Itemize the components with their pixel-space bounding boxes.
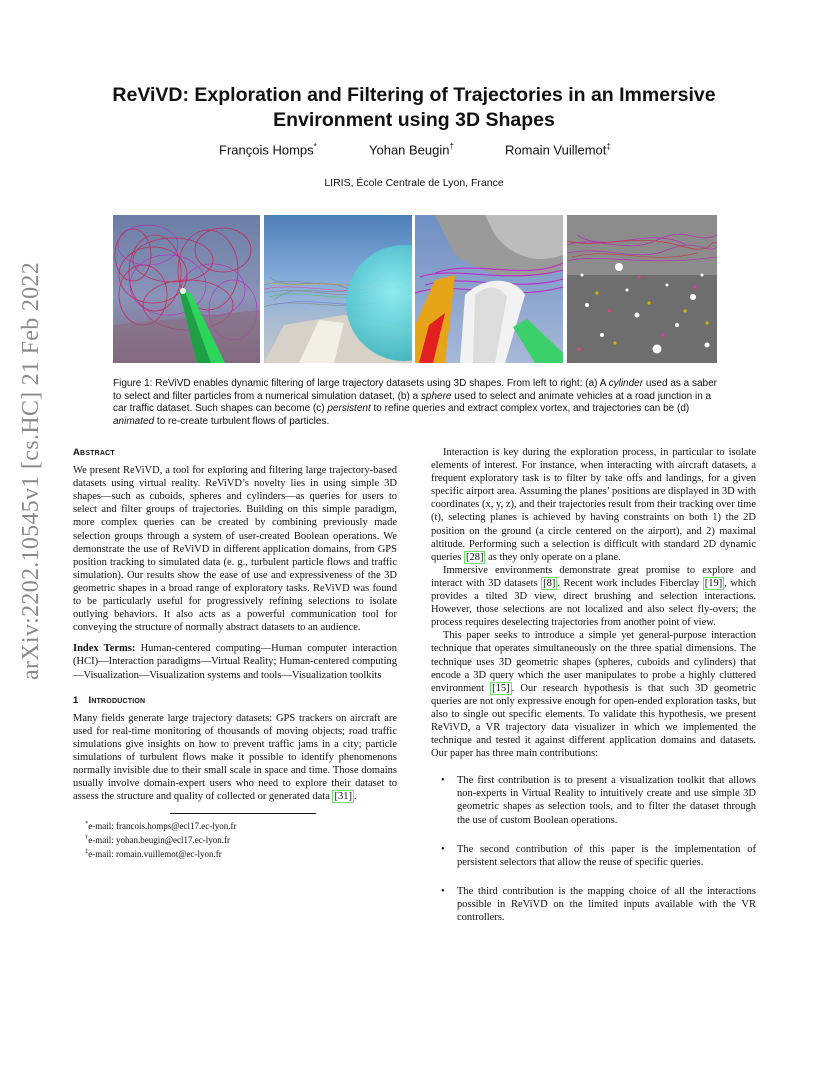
footnote-mark: *	[85, 820, 89, 828]
footnote-email: e-mail: romain.vuillemot@ec-lyon.fr	[88, 849, 222, 860]
author-footnote-mark: ‡	[606, 142, 611, 151]
caption-text: Figure 1: ReViVD enables dynamic filtering of large trajectory datasets using 3D shapes. From left to right: (a) A	[113, 378, 609, 389]
bullet-icon: •	[441, 885, 445, 897]
citation-link[interactable]: [8]	[543, 577, 556, 589]
list-item-text: The second contribution of this paper is the implementation of persistent selectors that allow the reuse of specific queries.	[457, 843, 756, 868]
abstract-heading-text: Abstract	[73, 447, 115, 458]
author-name: François Homps	[219, 142, 314, 158]
figure-caption	[113, 378, 717, 428]
list-item-text: The third contribution is the mapping choice of all the interactions possible in ReViVD on the limited inputs available with the VR controllers.	[457, 885, 756, 923]
author-homps	[219, 142, 317, 157]
paragraph-text: , which provides a tilted 3D view, direct brushing and selection interactions. However, those selections are not localized and also select fly-overs; the process requires deselecting trajectories from another point of view.	[431, 577, 757, 629]
abstract-text: We present ReViVD, a tool for exploring and filtering large trajectory-based datasets using virtual reality. ReViVD’s novelty lies in using simple 3D shapes—such as cuboids, spheres and cylinders—as queries for users to select and filter groups of trajectories. Building on this simple paradigm, more complex queries can be created by combining previously made selection groups through a system of user-created Boolean operations. We demonstrate the use of ReViVD in different application domains, from GPS position tracking to simulated data (e. g., turbulent particle flows and traffic simulation). Our results show the ease of use and expressiveness of the 3D geometric shapes in a broad range of exploratory tasks. ReViVD was found to be particularly useful for progressively refining selections to isolate outlying behaviors. It also acts as a powerful communication tool for conveying the structure of normally abstract datasets to an audience.	[73, 465, 397, 634]
footnote-email: e-mail: francois.homps@ecl17.ec-lyon.fr	[88, 821, 237, 832]
citation-link[interactable]: [19]	[704, 577, 723, 589]
author-name: Romain Vuillemot	[505, 142, 607, 158]
paragraph-text: Interaction is key during the exploration process, in particular to isolate elements of interest. For instance, when interacting with aircraft datasets, a frequent exploratory task is to filter by take offs and landings, for a given specific airport area. Assuming the planes’ positions are displayed in 3D with coordinates (x, y, z), and their trajectories result from their tracking over time (t), selecting planes is achieved by having constraints on both 1) the 2D position on the ground (a circle centered on the airport), and 2) maximal altitude. Performing such a selection is difficult with standard 2D dynamic queries	[431, 447, 756, 563]
author-list	[0, 142, 828, 162]
index-terms-text: Human-centered computing—Human computer interaction (HCI)—Interaction paradigms—Virtual Reality; Human-centered computing—Visualization—Visualization systems and tools—Visualization toolkits	[73, 643, 397, 681]
footnote-mark: †	[85, 834, 89, 842]
affiliation: LIRIS, École Centrale de Lyon, France	[324, 177, 504, 189]
teaser-panel-persistent	[415, 215, 563, 363]
author-footnote-mark: *	[313, 142, 317, 151]
introduction-heading	[73, 694, 397, 707]
caption-text: used to select and animate vehicles at a road junction in a car traffic dataset. Such shapes can become (c)	[113, 390, 712, 415]
bullet-icon: •	[441, 843, 445, 855]
author-footnote-mark: †	[449, 142, 454, 151]
teaser-figure	[113, 215, 717, 363]
caption-text: used as a saber to select and filter particles from a numerical simulation dataset, (b) a	[113, 378, 718, 402]
body-paragraph	[431, 446, 756, 564]
paragraph-text: Immersive environments demonstrate great promise to explore and interact with 3D datasets	[431, 564, 756, 589]
index-terms	[73, 642, 397, 681]
caption-emphasis: sphere	[420, 390, 452, 402]
citation-link[interactable]: [31]	[334, 791, 352, 803]
caption-emphasis: cylinder	[608, 378, 644, 389]
paragraph-text: . Our research hypothesis is that such 3D geometric queries are not only expressive enough for open-ended exploration tasks, but also to single out specific elements. To validate this hypothesis, we present ReViVD, a VR trajectory data visualizer in which we implemented the technique and tested it against different application domains and datasets. Our paper has three main contributions:	[431, 682, 756, 760]
caption-text: to re-create turbulent flows of particles.	[154, 415, 330, 427]
list-item	[431, 843, 756, 869]
caption-emphasis: animated	[113, 415, 155, 427]
bullet-icon: •	[441, 775, 445, 787]
body-paragraph	[431, 629, 756, 760]
left-column	[73, 446, 397, 860]
paragraph-text: as they only operate on a plane.	[485, 551, 621, 563]
teaser-panel-cylinder	[113, 215, 260, 363]
teaser-panel-sphere	[264, 215, 412, 363]
arxiv-identifier-stamp: arXiv:2202.10545v1 [cs.HC] 21 Feb 2022	[18, 261, 44, 680]
footnote	[85, 846, 397, 860]
footnote	[85, 818, 397, 832]
footnote-mark: ‡	[85, 848, 89, 856]
citation-link[interactable]: [28]	[465, 551, 484, 563]
spacer	[73, 682, 397, 694]
paper-title: ReViVD: Exploration and Filtering of Trajectories in an Immersive Environment using 3D Shapes	[112, 84, 716, 131]
list-item	[431, 885, 756, 924]
footnote-divider	[170, 813, 316, 814]
section-number: 1	[73, 694, 79, 706]
section-title: Introduction	[88, 694, 146, 706]
paragraph-text: Many fields generate large trajectory datasets: GPS trackers on aircraft are used for real-time monitoring of thousands of moving objects; road traffic simulations give insights on how to prevent traffic jams in a city; particle simulations of turbulent flows make it possible to identify phenomenons normally invisible due to their small scale in space and time. Those domains usually involve domain-expert users who need to explore their dataset to assess the structure and quality of collected or generated data	[73, 712, 397, 803]
caption-emphasis: persistent	[327, 403, 371, 415]
paragraph-text: . Recent work includes Fiberclay	[557, 577, 703, 589]
body-paragraph	[431, 564, 756, 629]
list-item-text: The first contribution is to present a visualization toolkit that allows non-experts in Virtual Reality to intuitively create and use simple 3D geometric shapes as selection tools, and to filter the dataset through the use of custom Boolean operations.	[457, 775, 756, 826]
teaser-panel-animated	[567, 215, 717, 363]
index-terms-label: Index Terms:	[73, 643, 136, 655]
spacer	[73, 634, 397, 642]
paragraph-text: This paper seeks to introduce a simple yet general-purpose interaction technique that operates simultaneously on the three spatial dimensions. The technique uses 3D geometric shapes (spheres, cuboids and cylinders) that encode a 3D query which the user manipulates to probe a highly cluttered environment	[431, 630, 756, 694]
right-column	[431, 446, 756, 940]
footnote	[85, 832, 397, 846]
contribution-list	[431, 774, 756, 924]
paragraph-text: .	[353, 791, 357, 803]
citation-link[interactable]: [15]	[492, 682, 510, 694]
caption-text: to refine queries and extract complex vortex, and trajectories can be (d)	[370, 403, 690, 415]
author-vuillemot	[505, 142, 611, 157]
footnote-email: e-mail: yohan.beugin@ecl17.ec-lyon.fr	[88, 835, 230, 846]
author-beugin	[369, 142, 454, 157]
author-name: Yohan Beugin	[369, 142, 450, 158]
list-item	[431, 774, 756, 826]
abstract-heading	[73, 446, 397, 459]
introduction-paragraph	[73, 712, 397, 804]
